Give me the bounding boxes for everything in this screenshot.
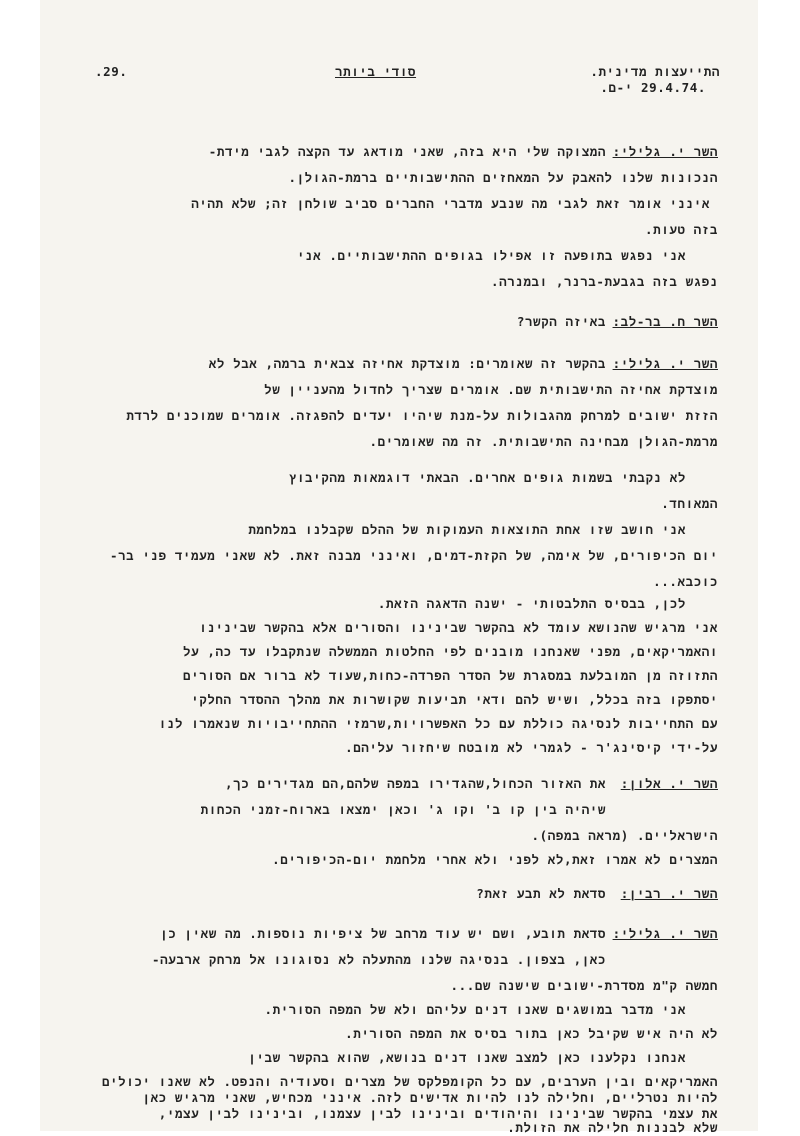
text-line: הנכונות שלנו להאבק על המאחזים ההתישבותיים ברמת-הגולן. (288, 170, 718, 185)
text-line: על-ידי קיסינג'ר - לגמרי לא מובטח שיחזור עליהם. (345, 740, 718, 755)
speaker-label: השר י. אלון: (620, 776, 718, 791)
text-line: להיות נטרליים, וחלילה לנו להיות אדישים לזה. אינני מכחיש, שאני מרגיש כאן (142, 1090, 718, 1105)
text-line: נפגש בזה בגבעת-ברנר, ובמנרה. (491, 274, 718, 289)
text-line: והאמריקאים, מפני שאנחנו מובנים לפי החלטות הממשלה שנתקבלו עד כה, על (183, 644, 718, 659)
text-line: לכן, בבסיס התלבטותי - ישנה הדאגה הזאת. (377, 596, 686, 611)
text-line: המאוחד. (661, 496, 718, 511)
text-line: מרמת-הגולן מבחינה התישבותית. זה מה שאומרים. (369, 434, 718, 449)
document-date: .29.4.74 י-ם. (600, 80, 706, 95)
text-line: אני נפגש בתופעה זו אפילו בגופים ההתישבותיים. אני (296, 248, 686, 263)
text-line: חמשה ק"מ מסדרת-ישובים שישנה שם... (450, 978, 718, 993)
text-line: שלא לבננות חלילה את הזולת. (507, 1120, 718, 1135)
text-line: את האזור הכחול,שהגדירו במפה שלהם,הם מגדירים כך, (225, 776, 606, 791)
document-page (40, 0, 758, 1135)
text-line: בהקשר זה שאומרים: מוצדקת אחיזה צבאית ברמה, אבל לא (208, 356, 606, 371)
page-number: .29. (95, 64, 128, 79)
text-line: לא היה איש שקיבל כאן בתור בסיס את המפה הסורית. (345, 1026, 718, 1041)
text-line: באיזה הקשר? (516, 314, 606, 329)
text-line: בזה טעות. (645, 222, 718, 237)
text-line: אינני אומר זאת לגבי מה שנבע מדברי החברים סביב שולחן זה; שלא תהיה (191, 196, 710, 211)
text-line: לא נקבתי בשמות גופים אחרים. הבאתי דוגמאות מהקיבוץ (288, 470, 686, 485)
text-line: עם התחייבות לנסיגה כוללת עם כל האפשרויות,שרמזי ההתחייבויות שנאמרו לנו (158, 716, 718, 731)
text-line: סדאת תובע, ושם יש עוד מרחב של ציפיות נוספות. מה שאין כן (160, 926, 606, 941)
text-line: אני מדבר במושגים שאנו דנים עליהם ולא של המפה הסורית. (264, 1002, 686, 1017)
text-line: יסתפקו בזה בכלל, ושיש להם ודאי תביעות שקושרות את מהלך ההסדר החלקי (191, 692, 718, 707)
text-line: הזזת ישובים למרחק מהגבולות על-מנת שיהיו יעדים להפגזה. אומרים שמוכנים לרדת (126, 408, 718, 423)
speaker-label: השר י. גלילי: (612, 356, 718, 371)
text-line: הישראליים. (מראה במפה). (531, 828, 718, 843)
text-line: שיהיה בין קו ב' וקו ג' וכאן ימצאו בארוח-זמני הכחות (200, 802, 606, 817)
speaker-label: השר י. גלילי: (612, 926, 718, 941)
text-line: כאן, בצפון. בנסיגה שלנו מהתעלה לא נסוגונו אל מרחק ארבעה- (152, 952, 606, 967)
text-line: המצוקה שלי היא בזה, שאני מודאג עד הקצה לגבי מידת- (208, 144, 606, 159)
text-line: יום הכיפורים, של אימה, של הקזת-דמים, ואינני מבנה זאת. לא שאני מעמיד פני בר- (109, 548, 718, 563)
text-line: אני מרגיש שהנושא עומד לא בהקשר שבינינו והסורים אלא בהקשר שבינינו (199, 620, 718, 635)
text-line: המצרים לא אמרו זאת,לא לפני ולא אחרי מלחמת יום-הכיפורים. (272, 852, 718, 867)
text-line: מוצדקת אחיזה התישבותית שם. אומרים שצריך לחדול מהעניין של (264, 382, 718, 397)
speaker-label: השר י. רבין: (620, 886, 718, 901)
text-line: האמריקאים ובין הערבים, עם כל הקומפלקס של מצרים וסעודיה והנפט. לא שאנו יכולים (101, 1074, 718, 1089)
text-line: את עצמי בהקשר שבינינו והיהודים ובינינו לבין עצמנו, ובינינו לבין עצמי, (158, 1106, 718, 1121)
speaker-label: השר י. גלילי: (612, 144, 718, 159)
text-line: התזוזה מן המובלעת במסגרת של הסדר הפרדה-כחות,שעוד לא ברור אם הסורים (183, 668, 718, 683)
text-line: סדאת לא תבע זאת? (476, 886, 606, 901)
classification-label: סודי ביותר (335, 64, 417, 79)
text-line: אני חושב שזו אחת התוצאות העמוקות של ההלם שקבלנו במלחמת (248, 522, 686, 537)
text-line: אנחנו נקלענו כאן למצב שאנו דנים בנושא, שהוא בהקשר שבין (248, 1050, 686, 1065)
document-title: התייעצות מדינית. (590, 64, 720, 79)
text-line: כוכבא... (653, 574, 718, 589)
speaker-label: השר ח. בר-לב: (612, 314, 718, 329)
